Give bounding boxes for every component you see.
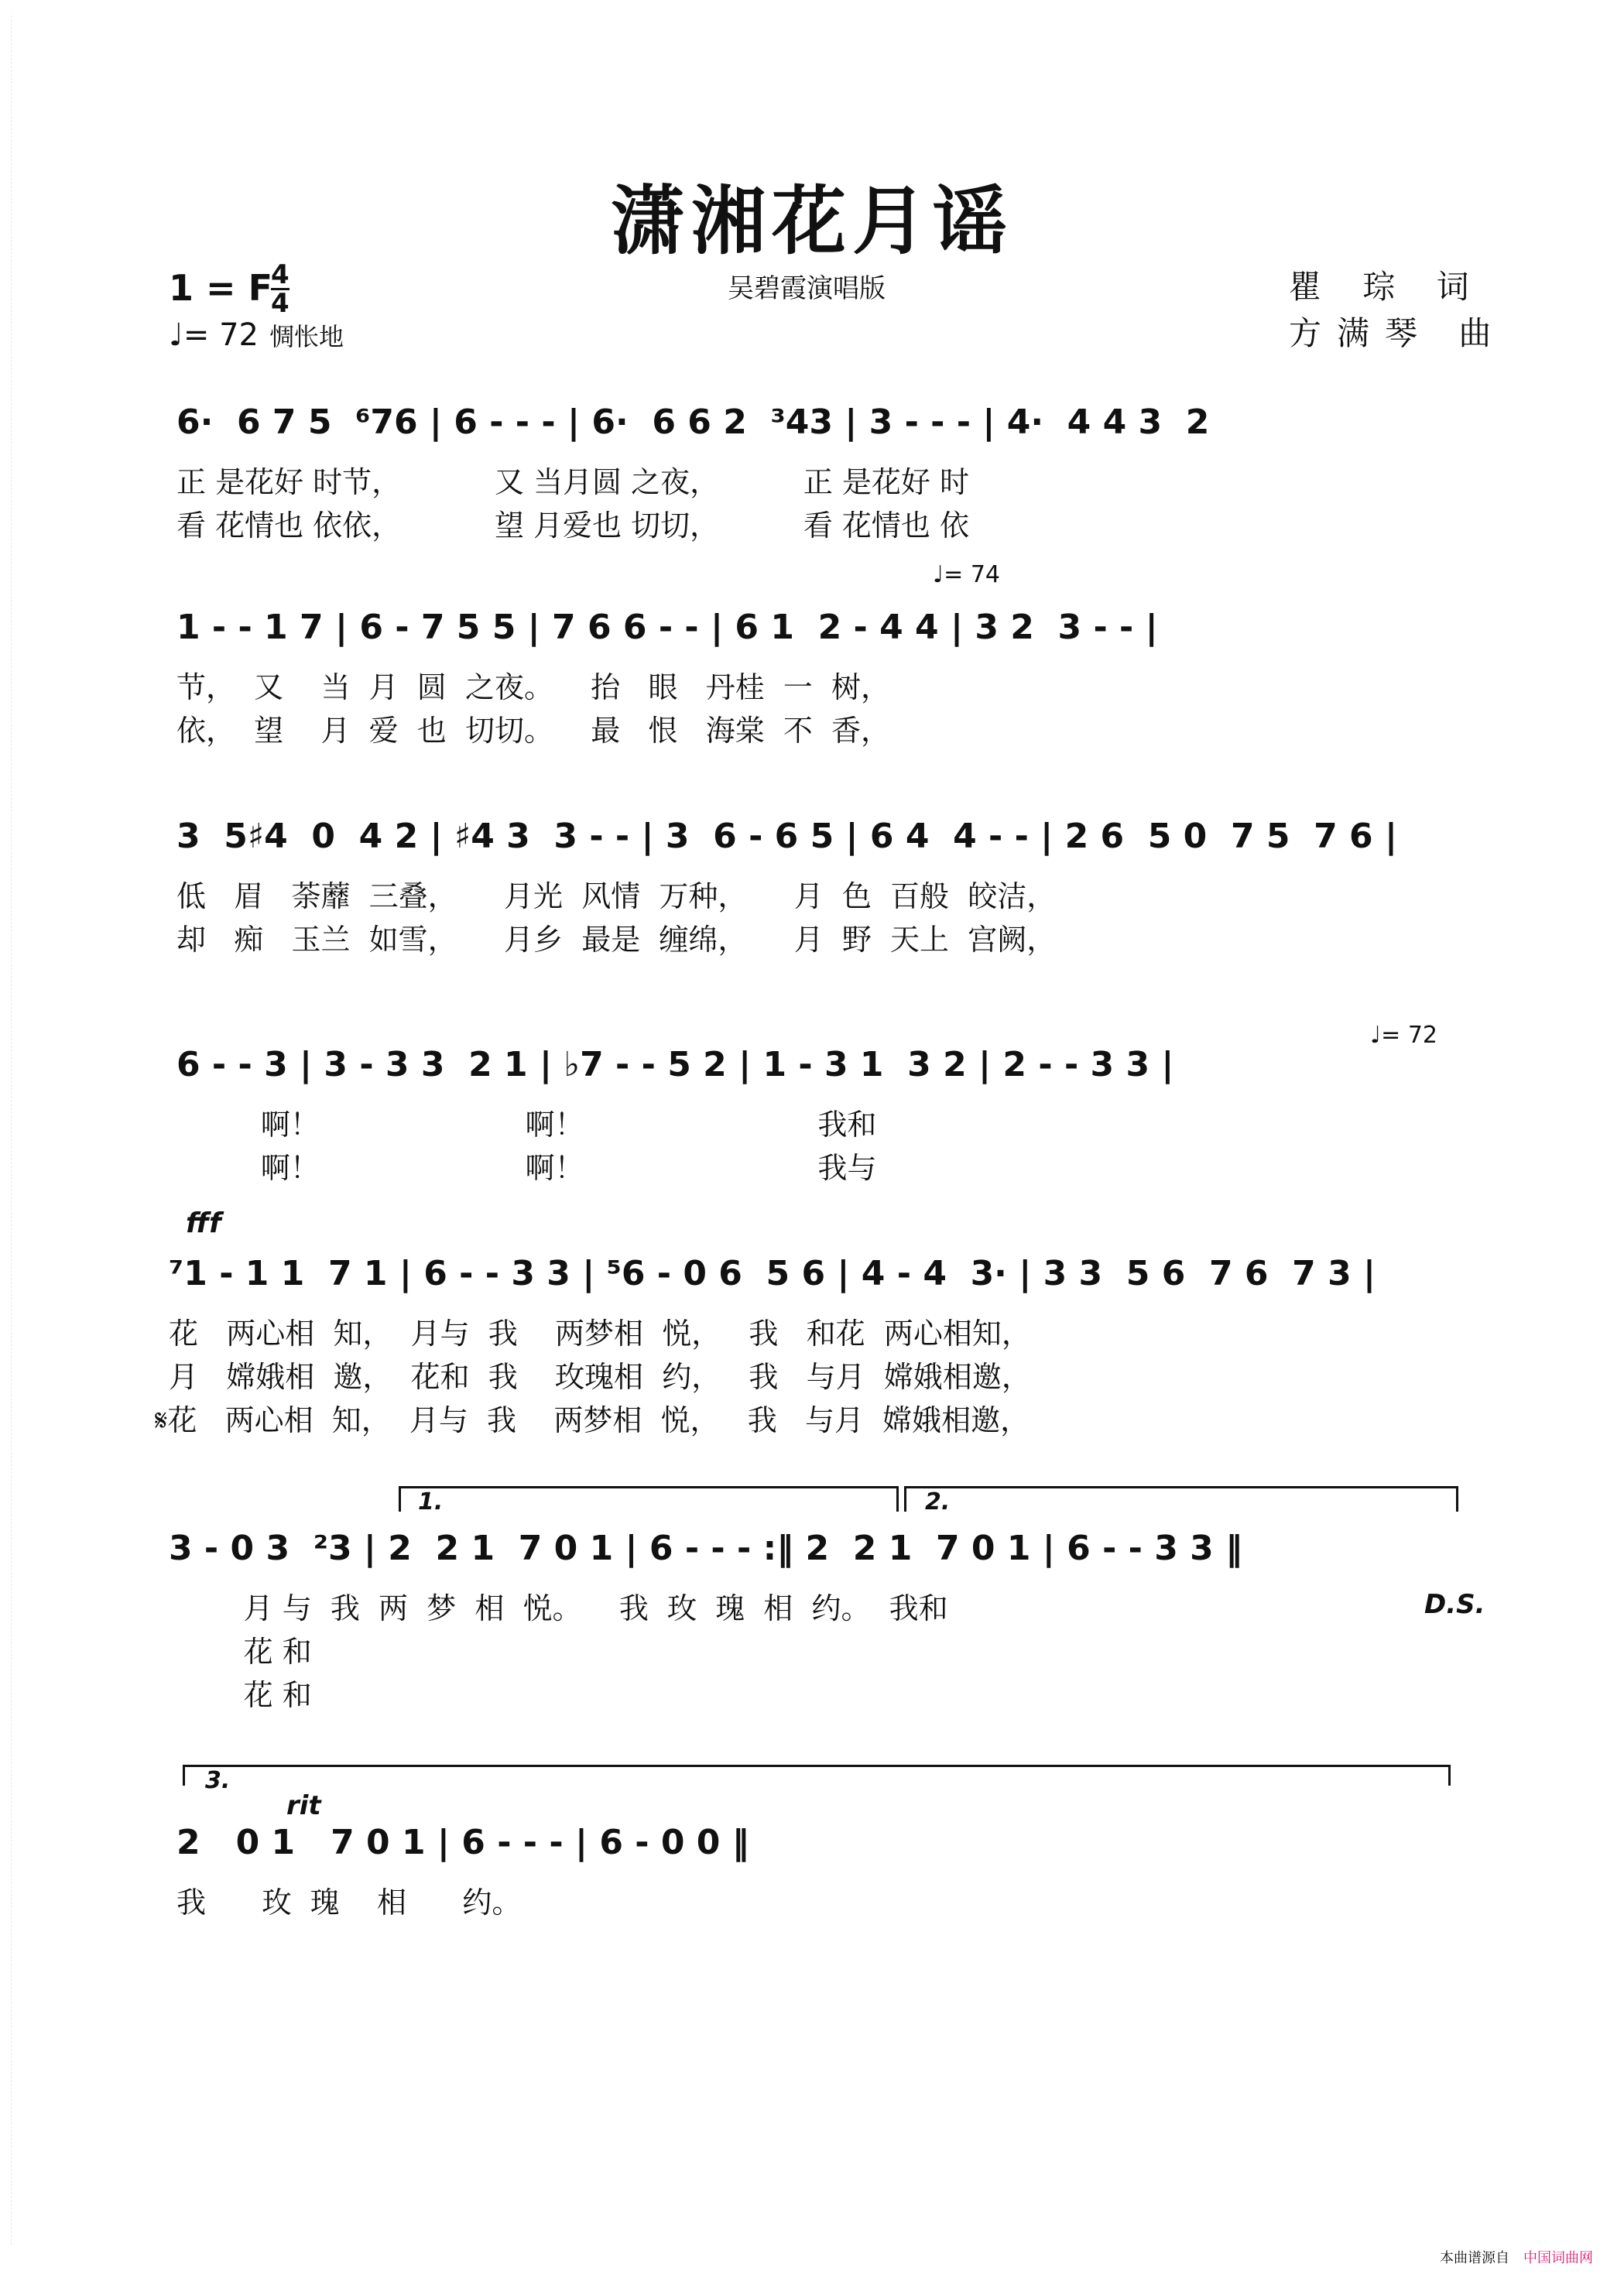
dynamic-fff: fff [186, 1207, 221, 1239]
key-signature: 1 = F [169, 267, 273, 309]
notes-line-4: 6 - - 3 | 3 - 3 3 2 1 | ♭7 - - 5 2 | 1 - 3 1 3 2 | 2 - - 3 3 | [176, 1045, 1174, 1084]
score-line-7 [0, 1767, 1624, 1947]
lyricist-credit: 瞿 琮 词 [1289, 268, 1485, 306]
score-line-1 [0, 402, 1624, 543]
notes-line-7: 2 0 1 7 0 1 | 6 - - - | 6 - 0 0 ‖ [176, 1823, 749, 1862]
lyrics-line-2-verse-2: 依， 望 月 爱 也 切切。 最 恨 海棠 不 香， [176, 714, 891, 748]
volta-3-bracket [183, 1765, 1451, 1786]
notes-line-1: 6· 6 7 5 ⁶76 | 6 - - - | 6· 6 6 2 ³43 | 3 - - - | 4· 4 4 3 2 [176, 402, 1210, 442]
tempo-change-74: ♩= 74 [933, 561, 1000, 588]
lyrics-line-5-verse-2: 月 嫦娥相 邀， 花和 我 玫瑰相 约， 我 与月 嫦娥相邀， [169, 1360, 1031, 1394]
score-line-3 [0, 817, 1624, 957]
notes-line-5: ⁷1 - 1 1 7 1 | 6 - - 3 3 | ⁵6 - 0 6 5 6 | 4 - 4 3· | 3 3 5 6 7 6 7 3 | [169, 1254, 1376, 1293]
lyrics-line-4-verse-1: 啊！ 啊！ 我和 [176, 1108, 877, 1142]
tempo-value: ♩= 72 [169, 317, 259, 353]
volta-3: 3. [205, 1767, 231, 1794]
ds-marking: D.S. [1424, 1589, 1485, 1620]
lyrics-line-6-verse-2: 花 和 [169, 1635, 312, 1669]
notes-line-2: 1 - - 1 7 | 6 - 7 5 5 | 7 6 6 - - | 6 1 2 - 4 4 | 3 2 3 - - | [176, 608, 1158, 647]
version-label: 吴碧霞演唱版 [728, 273, 886, 304]
song-title: 潇湘花月谣 [611, 177, 1013, 265]
footer-source-text: 本曲谱源自 [1440, 2250, 1509, 2266]
time-signature [271, 259, 290, 319]
lyrics-line-3-verse-1: 低 眉 荼蘼 三叠， 月光 风情 万种， 月 色 百般 皎洁， [176, 879, 1057, 913]
lyrics-line-5-verse-1: 花 两心相 知， 月与 我 两梦相 悦， 我 和花 两心相知， [169, 1317, 1031, 1351]
volta-1-bracket [399, 1486, 899, 1512]
notes-line-3: 3 5♯4 0 4 2 | ♯4 3 3 - - | 3 6 - 6 5 | 6 4 4 - - | 2 6 5 0 7 5 7 6 | [176, 817, 1398, 856]
lyrics-line-6-verse-1: 月 与 我 两 梦 相 悦。 我 玫 瑰 相 约。 我和 [169, 1591, 948, 1625]
lyrics-line-5-verse-3: 𝄋花 两心相 知， 月与 我 两梦相 悦， 我 与月 嫦娥相邀， [155, 1403, 1030, 1437]
notes-line-6: 3 - 0 3 ²3 | 2 2 1 7 0 1 | 6 - - - :‖ 2 2 1 7 0 1 | 6 - - 3 3 ‖ [169, 1529, 1243, 1568]
lyrics-line-4-verse-2: 啊！ 啊！ 我与 [176, 1151, 877, 1185]
score-line-2 [0, 561, 1624, 748]
lyrics-line-2-verse-1: 节， 又 当 月 圆 之夜。 抬 眼 丹桂 一 树， [176, 670, 891, 704]
footer-source [1440, 2247, 1593, 2267]
score-line-4 [0, 1022, 1624, 1185]
footer-site-link[interactable]: 中国词曲网 [1523, 2250, 1593, 2266]
composer-credit: 方满琴 曲 [1289, 314, 1507, 352]
lyrics-line-3-verse-2: 却 痴 玉兰 如雪， 月乡 最是 缠绵， 月 野 天上 宫阙， [176, 923, 1057, 957]
lyrics-line-6-verse-3: 花 和 [169, 1678, 312, 1712]
score-line-5 [0, 1207, 1624, 1437]
volta-1: 1. [418, 1488, 444, 1516]
lyrics-line-1-verse-1: 正 是花好 时节， 又 当月圆 之夜， 正 是花好 时 [176, 465, 969, 499]
rit-marking: rit [286, 1790, 321, 1821]
volta-2: 2. [925, 1488, 951, 1516]
tempo-marking [169, 317, 344, 353]
time-signature-bottom: 4 [271, 288, 290, 319]
lyrics-line-7-verse-1: 我 玫 瑰 相 约。 [176, 1885, 522, 1920]
lyrics-line-1-verse-2: 看 花情也 依依， 望 月爱也 切切， 看 花情也 依 [176, 509, 969, 543]
time-signature-top: 4 [271, 259, 290, 290]
score-line-6 [0, 1488, 1624, 1712]
mood-marking: 惆怅地 [269, 322, 344, 351]
tempo-change-72: ♩= 72 [1370, 1022, 1437, 1049]
volta-2-bracket [904, 1486, 1458, 1512]
